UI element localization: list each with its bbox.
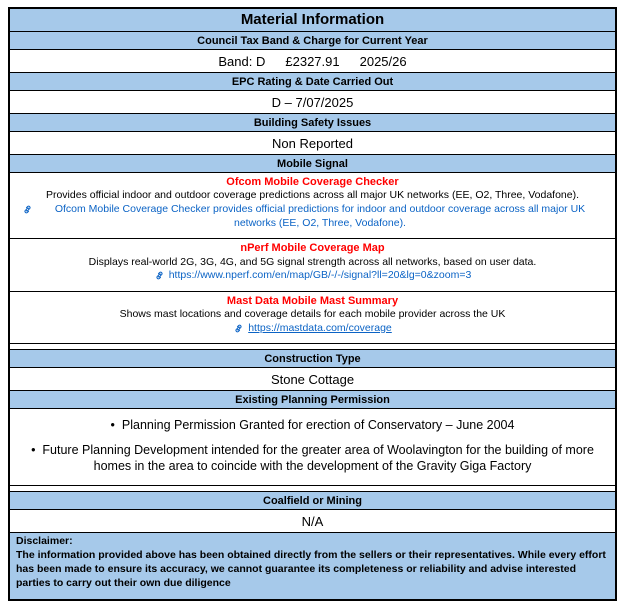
material-information-table — [8, 7, 617, 601]
mobile-service-ofcom — [10, 172, 615, 238]
coalfield-value: N/A — [10, 509, 615, 532]
ofcom-coverage-link[interactable]: Ofcom Mobile Coverage Checker provides official predictions for indoor and outdoor coverage across all major UK networks (EE, O2, Three, Vodafone). — [54, 202, 586, 229]
mobile-service-nperf — [10, 238, 615, 291]
planning-item-text: Planning Permission Granted for erection of Conservatory – June 2004 — [121, 418, 515, 433]
bullet-icon — [31, 443, 42, 457]
page-title: Material Information — [10, 9, 615, 31]
section-header-council-tax: Council Tax Band & Charge for Current Year — [10, 31, 615, 49]
mobile-service-mastdata — [10, 291, 615, 344]
section-header-construction: Construction Type — [10, 349, 615, 367]
service-description: Displays real-world 2G, 3G, 4G, and 5G signal strength across all networks, based on user data. — [88, 255, 537, 268]
disclaimer-section — [10, 532, 615, 598]
council-tax-charge: £2327.91 — [285, 53, 340, 69]
planning-permission-list — [10, 408, 615, 485]
council-tax-value-row — [10, 49, 615, 72]
bullet-icon — [111, 418, 122, 432]
mastdata-coverage-link[interactable]: https://mastdata.com/coverage — [248, 321, 392, 334]
link-icon — [22, 204, 33, 215]
nperf-map-link[interactable]: https://www.nperf.com/en/map/GB/-/-/signal?ll=20&lg=0&zoom=3 — [168, 269, 472, 282]
service-link-line — [22, 203, 603, 230]
planning-item-text: Future Planning Development intended for the greater area of Woolavington for the building of more homes in the area to coincide with the development of the Gravity Giga Factory — [42, 443, 594, 473]
section-header-coalfield: Coalfield or Mining — [10, 491, 615, 509]
planning-list-item — [24, 443, 601, 474]
section-header-building-safety: Building Safety Issues — [10, 113, 615, 131]
link-icon — [233, 323, 244, 334]
service-link-line — [22, 269, 603, 283]
section-header-epc: EPC Rating & Date Carried Out — [10, 72, 615, 90]
disclaimer-label: Disclaimer: — [16, 535, 73, 548]
disclaimer-text: The information provided above has been obtained directly from the sellers or their representatives. While every effort has been made to ensure its accuracy, we cannot guarantee its completeness or reliability and advise interested parties to carry out their own due diligence — [16, 549, 606, 589]
construction-value: Stone Cottage — [10, 367, 615, 390]
section-header-planning: Existing Planning Permission — [10, 390, 615, 408]
service-title: nPerf Mobile Coverage Map — [240, 242, 385, 255]
service-link-line — [22, 322, 603, 336]
link-icon — [154, 270, 165, 281]
service-title: Mast Data Mobile Mast Summary — [226, 294, 399, 307]
service-description: Shows mast locations and coverage details for each mobile provider across the UK — [119, 308, 506, 321]
planning-list-item — [24, 418, 601, 434]
council-tax-year: 2025/26 — [359, 53, 407, 69]
service-description: Provides official indoor and outdoor coverage predictions across all major UK networks (EE, O2, Three, Vodafone). — [45, 189, 580, 202]
service-title: Ofcom Mobile Coverage Checker — [226, 176, 399, 188]
council-tax-band: Band: D — [218, 53, 266, 69]
section-header-mobile-signal: Mobile Signal — [10, 154, 615, 172]
epc-value: D – 7/07/2025 — [10, 90, 615, 113]
building-safety-value: Non Reported — [10, 131, 615, 154]
